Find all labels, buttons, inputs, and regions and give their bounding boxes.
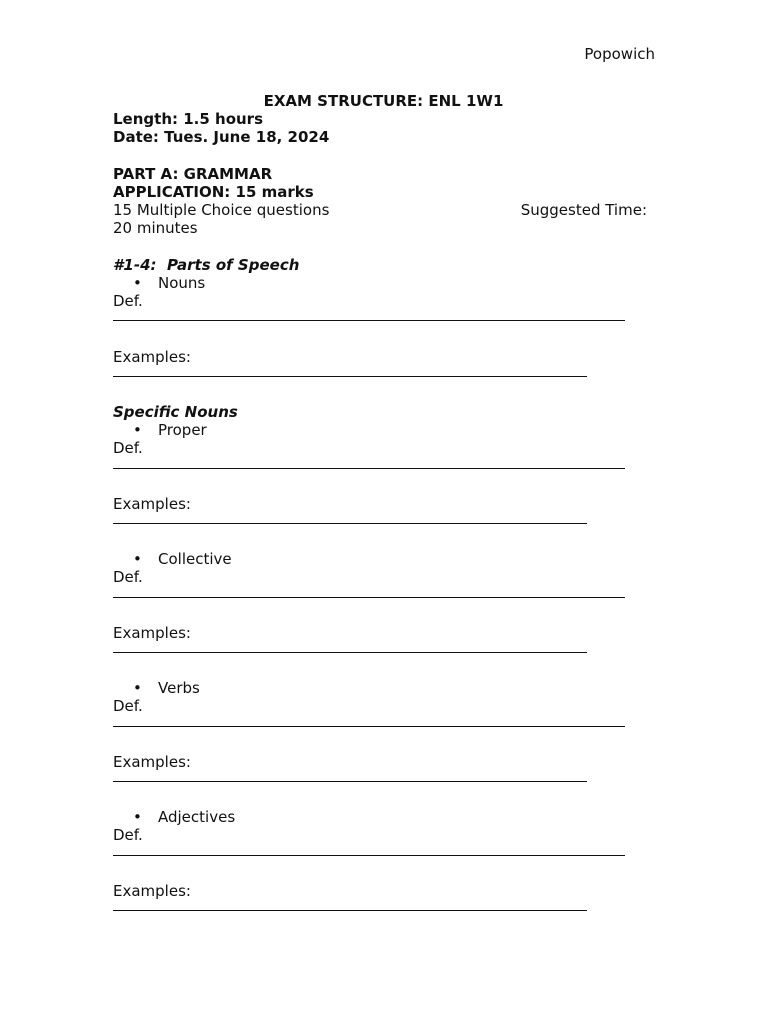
bullet-icon: • [133, 274, 142, 292]
def-answer-line[interactable] [113, 716, 625, 727]
bullet-icon: • [133, 679, 142, 698]
examples-answer-line[interactable] [113, 642, 587, 653]
questions-count: 15 Multiple Choice questions [113, 201, 330, 220]
item-label: Nouns [158, 274, 206, 292]
def-label: Def. [113, 292, 143, 311]
spacer [113, 790, 653, 808]
spacer [113, 661, 653, 679]
spacer [113, 385, 653, 403]
list-item [113, 274, 653, 292]
spacer [113, 532, 653, 550]
def-label: Def. [113, 826, 143, 845]
suggested-time-label: Suggested Time: [520, 201, 647, 220]
def-label: Def. [113, 697, 143, 716]
spacer [113, 238, 653, 256]
exam-length: Length: 1.5 hours [113, 110, 263, 129]
exam-title: EXAM STRUCTURE: ENL 1W1 [263, 92, 504, 110]
examples-label: Examples: [113, 623, 191, 642]
def-answer-line[interactable] [113, 587, 625, 598]
section1-title: Parts of Speech [167, 255, 300, 274]
def-answer-line[interactable] [113, 845, 625, 856]
list-item [113, 550, 653, 568]
document-body [113, 92, 653, 919]
def-label: Def. [113, 568, 143, 587]
section2-title: Specific Nouns [113, 402, 238, 421]
examples-answer-line[interactable] [113, 513, 587, 524]
examples-label: Examples: [113, 881, 191, 900]
list-item [113, 421, 653, 439]
bullet-icon: • [133, 808, 142, 827]
spacer [113, 864, 653, 882]
list-item [113, 679, 653, 697]
bullet-icon: • [133, 421, 142, 440]
examples-answer-line[interactable] [113, 366, 587, 377]
item-label: Collective [158, 550, 232, 569]
examples-label: Examples: [113, 494, 191, 513]
author-name: Popowich [584, 45, 655, 63]
examples-label: Examples: [113, 752, 191, 771]
examples-label: Examples: [113, 347, 191, 366]
item-label: Adjectives [158, 808, 236, 827]
item-label: Verbs [158, 679, 200, 698]
examples-answer-line[interactable] [113, 900, 587, 911]
item-label: Proper [158, 421, 207, 440]
examples-answer-line[interactable] [113, 771, 587, 782]
def-answer-line[interactable] [113, 458, 625, 469]
exam-date: Date: Tues. June 18, 2024 [113, 128, 330, 147]
spacer [113, 606, 653, 624]
section1-number: #1-4: [113, 255, 157, 274]
questions-row [113, 201, 647, 219]
part-a-title: PART A: GRAMMAR [113, 164, 273, 183]
spacer [113, 735, 653, 753]
suggested-time-value: 20 minutes [113, 219, 198, 238]
def-answer-line[interactable] [113, 310, 625, 321]
def-label: Def. [113, 439, 143, 458]
bullet-icon: • [133, 550, 142, 569]
section1-heading [113, 256, 653, 274]
spacer [113, 147, 653, 165]
list-item [113, 808, 653, 826]
spacer [113, 329, 653, 347]
spacer [113, 477, 653, 495]
part-a-subtitle: APPLICATION: 15 marks [113, 183, 314, 201]
